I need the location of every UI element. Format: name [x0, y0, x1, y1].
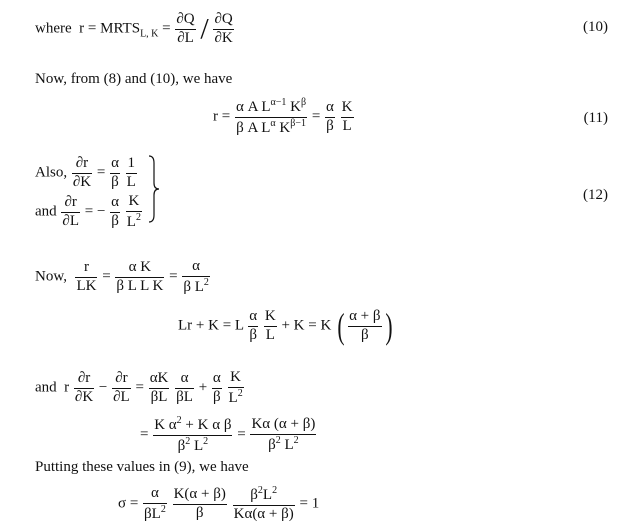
frac-a-bl2: $\frac{\alpha}{\beta L^2}$ — [144, 485, 166, 522]
frac-alpha-beta: $\frac{\alpha}{\beta}$ — [111, 194, 120, 229]
equals-minus: = − — [84, 203, 106, 220]
frac-1-l: $\frac{1}{L}$ — [126, 155, 136, 190]
plus: + — [198, 379, 208, 396]
frac-a-bl: $\frac{\alpha}{\beta L}$ — [176, 370, 193, 405]
equation-11 — [213, 98, 355, 137]
r-mrts: r = MRTS — [79, 20, 141, 37]
equation-and-r — [35, 370, 245, 407]
equals: = — [135, 379, 144, 396]
equals: = — [162, 20, 171, 37]
right-brace-icon — [148, 155, 160, 223]
frac-ak-bllk: $\frac{\text{α K}}{\text{β L L K}}$ — [116, 259, 164, 294]
frac-kab-b: $\frac{K(\alpha + \beta)}{\beta}$ — [173, 486, 226, 521]
equation-simplify — [140, 416, 317, 455]
equals: = — [140, 426, 149, 443]
equals: = — [237, 426, 246, 443]
equation-lr-k — [178, 308, 395, 344]
now-word: Now, — [35, 268, 67, 285]
text-now-from: Now, from (8) and (10), we have — [35, 71, 233, 87]
minus: − — [98, 379, 108, 396]
frac-dr-dk: $\frac{\partial r}{\partial K}$ — [72, 155, 92, 190]
frac-alpha-beta: $\frac{\alpha}{\beta}$ — [326, 99, 334, 134]
frac-k-l2: $\frac{K}{L^2}$ — [126, 193, 141, 230]
frac-r-lk: $\frac{r}{LK}$ — [76, 259, 97, 294]
frac-a-b: $\frac{\alpha}{\beta}$ — [212, 370, 221, 405]
frac-b2l2-kaab: $\frac{\beta^2L^2}{K\alpha(\alpha + \beta)}$ — [233, 485, 294, 522]
and-word: and — [35, 203, 57, 220]
eqno-11: (11) — [583, 110, 608, 126]
and-word: and — [35, 379, 57, 396]
also-word: Also, — [35, 164, 68, 181]
frac-dq-dk: $\frac{\partial Q}{\partial K}$ — [214, 11, 233, 46]
lr-lhs: Lr + K = L — [178, 317, 244, 334]
left-paren: ( — [337, 306, 345, 346]
where-word: where — [35, 20, 72, 37]
equals: = — [96, 164, 106, 181]
equals-one: = 1 — [299, 495, 320, 512]
frac-dr-dl: $\frac{\partial r}{\partial L}$ — [62, 194, 79, 229]
frac-k-l: $\frac{K}{L}$ — [264, 307, 276, 343]
equation-12-a — [35, 156, 138, 191]
frac-alpha-beta: $\frac{\alpha}{\beta}$ — [111, 155, 119, 190]
line-where-mrts — [35, 12, 235, 47]
frac-ka2-b2l2: $\frac{K \alpha^2 + K \alpha \beta}{\beta^2 L^2}$ — [154, 415, 232, 454]
frac-k-l: $\frac{K}{L}$ — [341, 99, 353, 134]
frac-dr-dk: $\frac{\partial r}{\partial K}$ — [74, 370, 94, 405]
frac-dr-dl: $\frac{\partial r}{\partial L}$ — [113, 370, 130, 405]
frac-apb-b: $\frac{\alpha + \beta}{\beta}$ — [349, 307, 381, 343]
equation-sigma — [118, 486, 319, 523]
frac-alpha-bl2: $\frac{\alpha}{\beta L^2}$ — [183, 258, 209, 295]
eqno-10: (10) — [583, 19, 608, 35]
equation-now — [35, 259, 211, 296]
equals: = — [102, 268, 111, 285]
frac-k-l2: $\frac{K}{L^2}$ — [228, 369, 243, 406]
slash: / — [200, 12, 209, 46]
frac-ak-bl: $\frac{\alpha K}{\beta L}$ — [149, 370, 169, 405]
sigma-lhs: σ = — [118, 495, 139, 512]
equals: = — [169, 268, 178, 285]
frac-kaab-b2l2: $\frac{K\alpha (\alpha + \beta)}{\beta^2 L^2}$ — [251, 416, 316, 453]
right-paren: ) — [384, 306, 393, 346]
frac-alpha-beta: $\frac{\alpha}{\beta}$ — [249, 307, 258, 343]
r-equals: r = — [213, 108, 231, 125]
eqno-12: (12) — [583, 187, 608, 203]
lr-mid: + K = K — [281, 317, 332, 334]
equation-12-b — [35, 194, 143, 231]
frac-dq-dl: $\frac{\partial Q}{\partial L}$ — [176, 11, 195, 46]
equals: = — [311, 108, 321, 125]
sub-lk: L, K — [140, 28, 159, 40]
frac-main: $\frac{\alpha A L^{\alpha-1} K^\beta}{\beta A L^\alpha K^{\beta-1}}$ — [235, 97, 307, 136]
text-putting: Putting these values in (9), we have — [35, 459, 249, 475]
r-var: r — [64, 379, 70, 396]
